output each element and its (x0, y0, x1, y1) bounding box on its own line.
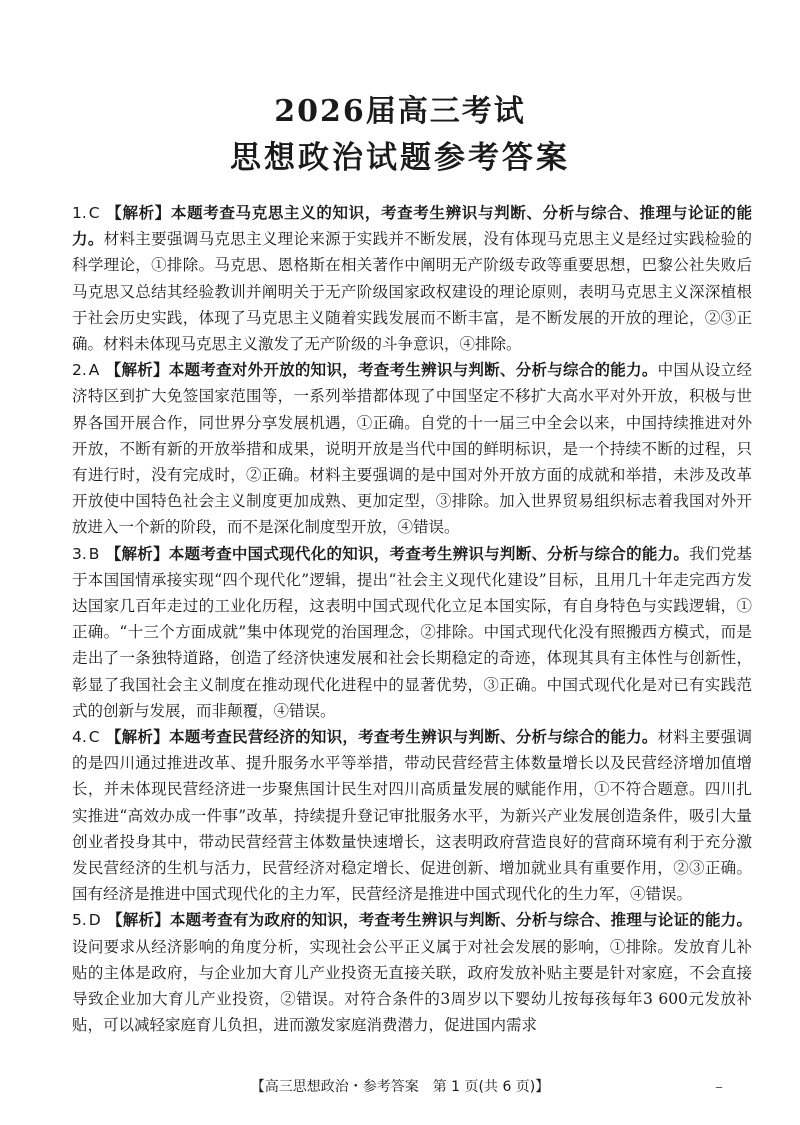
exam-title: 2026届高三考试 (274, 94, 526, 129)
question-1 (72, 200, 752, 357)
question-number: 5. (72, 911, 87, 930)
question-5 (72, 907, 752, 1038)
question-number: 4. (72, 728, 87, 747)
corner-mark: _ (716, 1074, 722, 1088)
analysis-body: 设问要求从经济影响的角度分析，实现社会公平正义属于对社会发展的影响，①排除。发放育儿补贴的主体是政府，与企业加大育儿产业投资无直接关联，政府发放补贴主要是针对家庭，不会直接导致企业加大育儿产业投资，②错误。对符合条件的3周岁以下婴幼儿按每孩每年3 600元发放补贴，可以减轻家庭育儿负担，进而激发家庭消费潜力，促进国内需求 (72, 937, 752, 1035)
answer-letter: A (88, 361, 100, 380)
document-title: 思想政治试题参考答案 (230, 140, 570, 176)
analysis-lead: 【解析】本题考查民营经济的知识，考查考生辨识与判断、分析与综合的能力。 (105, 727, 658, 747)
analysis-body: 中国从设立经济特区到扩大免签国家范围等，一系列举措都体现了中国坚定不移扩大高水平对外开放，积极与世界各国开展合作，同世界分享发展机遇，①正确。自党的十一届三中全会以来，中国持续推进对外开放，不断有新的开放举措和成果，说明开放是当代中国的鲜明标识，是一个持续不断的过程，只有进行时，没有完成时，②正确。材料主要强调的是中国对外开放方面的成就和举措，未涉及改革开放使中国特色社会主义制度更加成熟、更加定型，③排除。加入世界贸易组织标志着我国对外开放进入一个新的阶段，而不是深化制度型开放，④错误。 (72, 361, 752, 537)
question-number: 3. (72, 544, 87, 563)
analysis-lead: 【解析】本题考查对外开放的知识，考查考生辨识与判断、分析与综合的能力。 (105, 360, 658, 380)
analysis-lead: 【解析】本题考查有为政府的知识，考查考生辨识与判断、分析与综合、推理与论证的能力。 (106, 910, 752, 930)
analysis-body: 材料主要强调的是四川通过推进改革、提升服务水平等举措，带动民营经营主体数量增长以及民营经济增加值增长，并未体现民营经济进一步聚焦国计民生对四川高质量发展的赋能作用，①不符合题意。四川扎实推进“高效办成一件事”改革，持续提升登记审批服务水平，为新兴产业发展创造条件，吸引大量创业者投身其中，带动民营经营主体数量快速增长，这表明政府营造良好的营商环境有利于充分激发民营经济的生机与活力，民营经济对稳定增长、促进创新、增加就业具有重要作用，②③正确。国有经济是推进中国式现代化的主力军，民营经济是推进中国式现代化的生力军，④错误。 (72, 728, 752, 904)
question-3 (72, 541, 752, 724)
question-2 (72, 357, 752, 540)
analysis-body: 材料主要强调马克思主义理论来源于实践并不断发展，没有体现马克思主义是经过实践检验的科学理论，①排除。马克思、恩格斯在相关著作中阐明无产阶级专政等重要思想，巴黎公社失败后马克思又总结其经验教训并阐明关于无产阶级国家政权建设的理论原则，表明马克思主义深深植根于社会历史实践，体现了马克思主义随着实践发展而不断丰富，是不断发展的开放的理论，②③正确。材料未体现马克思主义激发了无产阶级的斗争意识，④排除。 (72, 230, 752, 354)
answer-letter: C (88, 204, 100, 222)
answers-list (72, 200, 752, 1039)
answer-letter: C (88, 728, 100, 747)
analysis-lead: 【解析】本题考查中国式现代化的知识，考查考生辨识与判断、分析与综合的能力。 (105, 543, 690, 563)
question-number: 2. (72, 361, 87, 380)
page-footer: 【高三思想政治・参考答案 第 1 页(共 6 页)】 (250, 1079, 550, 1095)
answer-letter: B (88, 544, 100, 563)
answer-letter: D (88, 911, 101, 930)
analysis-body: 我们党基于本国国情承接实现“四个现代化”逻辑，提出“社会主义现代化建设”目标，且用几十年走完西方发达国家几百年走过的工业化历程，这表明中国式现代化立足本国实际，有自身特色与实践逻辑，①正确。“十三个方面成就”集中体现党的治国理念，②排除。中国式现代化没有照搬西方模式，而是走出了一条独特道路，创造了经济快速发展和社会长期稳定的奇迹，体现其具有主体性与创新性，彰显了我国社会主义制度在推动现代化进程中的显著优势，③正确。中国式现代化是对已有实践范式的创新与发展，而非颠覆，④错误。 (72, 544, 752, 720)
analysis-lead: 【解析】本题考查马克思主义的知识，考查考生辨识与判断、分析与综合、推理与论证的能力。 (72, 203, 752, 249)
question-number: 1. (72, 204, 87, 222)
question-4 (72, 724, 752, 907)
